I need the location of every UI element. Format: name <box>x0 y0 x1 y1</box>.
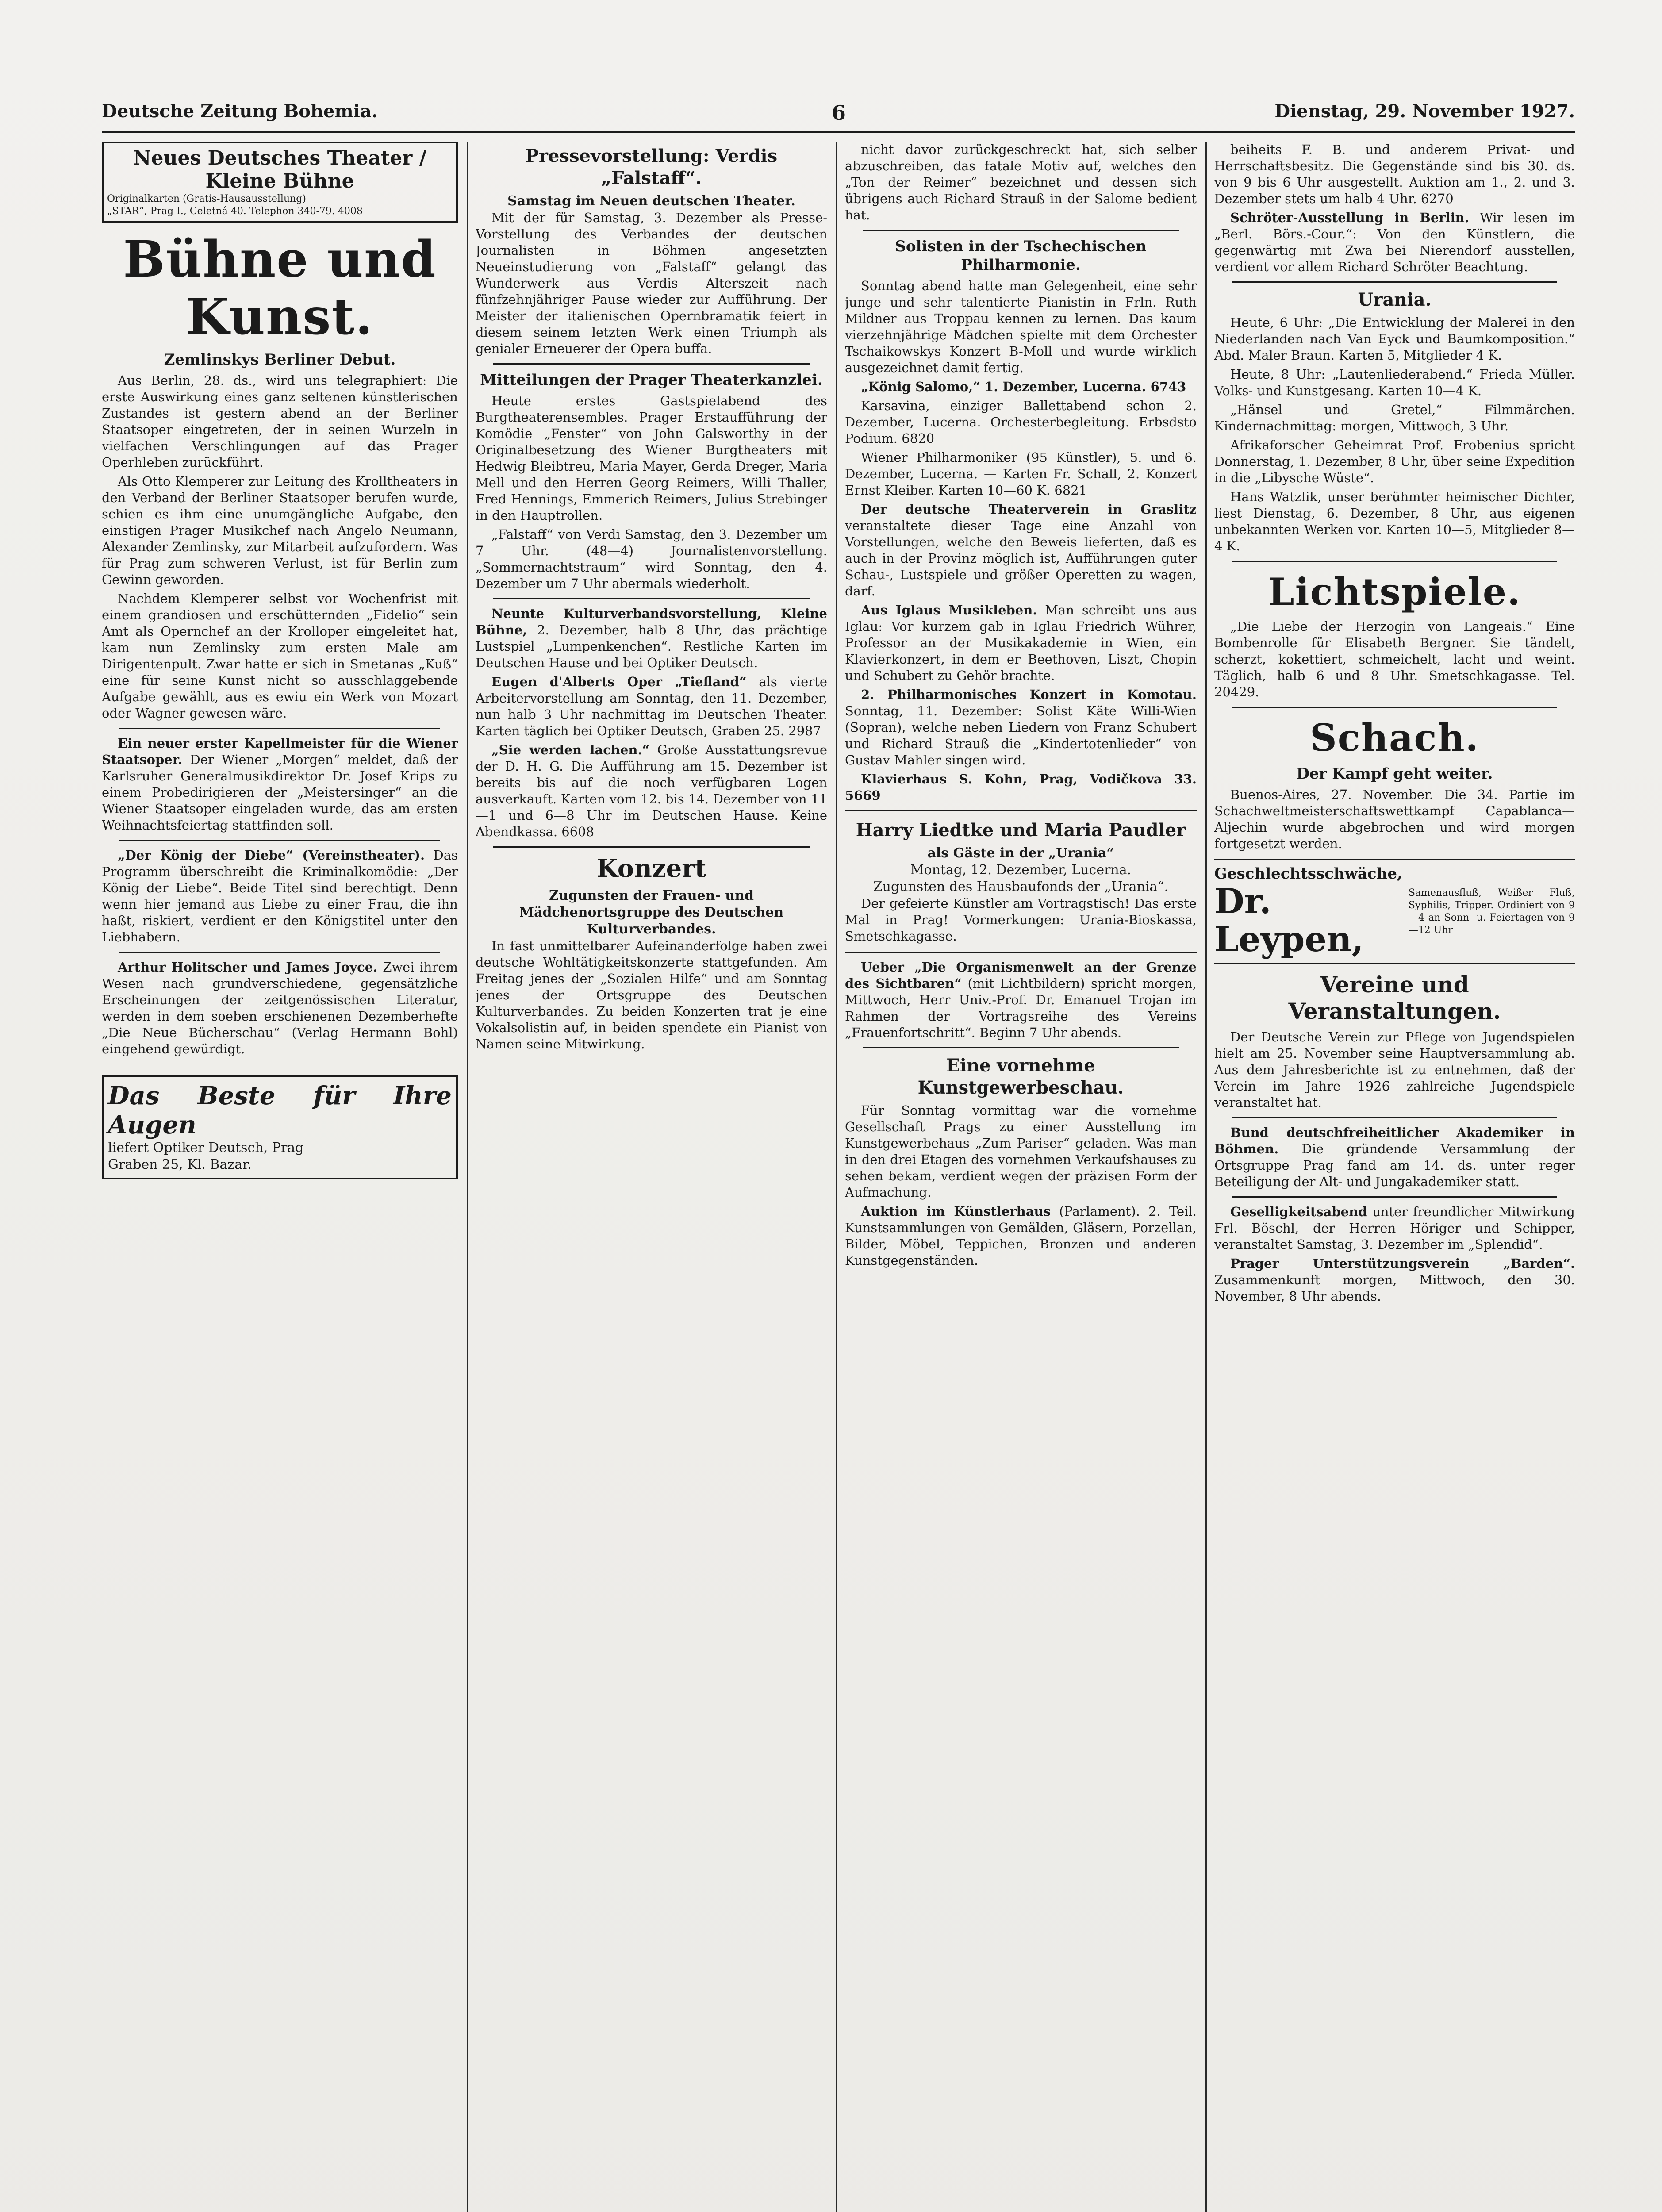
article-separator <box>493 363 810 365</box>
ad-subtitle: als Gäste in der „Urania“ <box>927 845 1114 861</box>
notice: Karsavina, einziger Ballettabend schon 2. Dezember, Lucerna. Orchesterbegleitung. Erbsdsto Podium. 6820 <box>845 398 1197 446</box>
article-text: (mit Lichtbildern) spricht morgen, Mittwoch, Herr Univ.-Prof. Dr. Emanuel Trojan im Rahmen der Vortragsreihe des Vereins „Frauenfortschritt“. Beginn 7 Uhr abends. <box>845 976 1197 1040</box>
article-text: unter freundlicher Mitwirkung Frl. Böschl, der Herren Höriger und Schipper, veranstaltet Samstag, 3. Dezember im „Splendid“. <box>1214 1204 1575 1252</box>
article-title: Solisten in der Tschechischen Philharmonie. <box>895 238 1147 274</box>
section-title: Urania. <box>1358 289 1432 310</box>
optician-ad-line: Graben 25, Kl. Bazar. <box>108 1157 252 1172</box>
column-4 <box>1214 142 1575 2212</box>
article-title: Auktion im Künstlerhaus <box>861 1204 1051 1219</box>
doctor-ad-heading: Geschlechtsschwäche, <box>1214 865 1402 883</box>
article-text: Wir lesen im „Berl. Börs.-Cour.“: Von den Künstlern, die gegenwärtig mit Zwa bei Nierendorf ausstellen, verdient vor allem Richard Schröter Beachtung. <box>1214 210 1575 274</box>
article-title: Aus Iglaus Musikleben. <box>861 603 1037 618</box>
notice: Wiener Philharmoniker (95 Künstler), 5. und 6. Dezember, Lucerna. — Karten Fr. Schall, 2. Konzert Ernst Kleiber. Karten 10—60 K. 6821 <box>845 450 1197 498</box>
notice: Klavierhaus S. Kohn, Prag, Vodičkova 33. 5669 <box>845 772 1197 803</box>
doctor-ad <box>1214 859 1575 964</box>
article-title: Arthur Holitscher und James Joyce. <box>118 960 378 975</box>
optician-ad-title: Das Beste für Ihre Augen <box>108 1081 452 1140</box>
article-text: Buenos-Aires, 27. November. Die 34. Partie im Schachweltmeisterschaftswettkampf Capablanca—Aljechin wurde abgebrochen und wird morgen fortgesetzt werden. <box>1214 787 1575 851</box>
section-title: Lichtspiele. <box>1268 570 1521 614</box>
article-title: Neunte Kulturverbandsvorstellung, Kleine Bühne, <box>476 606 827 637</box>
article-text: (Parlament). 2. Teil. Kunstsammlungen von Gemälden, Gläsern, Porzellan, Bilder, Möbel, Teppichen, Bronzen und anderen Kunstgegenständen. <box>845 1204 1197 1268</box>
article-subtitle: Zugunsten der Frauen- und Mädchenortsgruppe des Deutschen Kulturverbandes. <box>519 888 784 937</box>
section-title: Vereine und Veranstaltungen. <box>1288 972 1501 1024</box>
header-rule <box>102 131 1575 133</box>
article-text: Man schreibt uns aus Iglau: Vor kurzem gab in Iglau Friedrich Wührer, Professor an der Musikakademie in Wien, ein Klavierkonzert, in dem er Beethoven, Liszt, Chopin und Schubert zu Gehör brachte. <box>845 603 1197 683</box>
article-separator <box>493 598 810 599</box>
optician-ad-line: liefert Optiker Deutsch, Prag <box>108 1140 304 1156</box>
article-title: Der deutsche Theaterverein in Graslitz <box>861 502 1197 517</box>
column-divider <box>467 142 468 2212</box>
article-text: Sonntag, 11. Dezember: Solist Käte Willi-Wien (Sopran), welche neben Liedern von Franz Schubert und Richard Strauß die „Kindertotenlieder“ von Gustav Mahler singen wird. <box>845 703 1197 768</box>
column-3 <box>845 142 1197 2212</box>
article-text: Heute erstes Gastspielabend des Burgtheaterensembles. Prager Erstaufführung der Komödie „Fenster“ von John Galsworthy in der Originalbesetzung des Wiener Burgtheaters mit Hedwig Bleibtreu, Maria Mayer, Gerda Dreger, Maria Mell und den Herren Georg Reimers, Willi Thaller, Fred Hennings, Emmerich Reimers, Julius Strebinger in den Hauptrollen. <box>476 393 827 523</box>
issue-date: Dienstag, 29. November 1927. <box>1274 101 1575 122</box>
article-separator <box>1232 707 1557 708</box>
article-separator <box>1232 281 1557 283</box>
column-divider <box>836 142 837 2212</box>
article-text: nicht davor zurückgeschreckt hat, sich selber abzuschreiben, das fatale Motiv auf, welches den „Ton der Reimer“ bezeichnet und dessen sich übrigens auch Richard Strauß in der Salome bedient hat. <box>845 142 1197 223</box>
article-text: Das Programm überschreibt die Kriminalkomödie: „Der König der Liebe“. Beide Titel sind berechtigt. Denn wenn hier jemand aus Liebe zu einer Frau, die ihn haßt, riskiert, verdient er den Königstitel unter den Liebhabern. <box>102 848 458 945</box>
column-1 <box>102 142 458 2212</box>
page-number: 6 <box>832 101 846 125</box>
article-text: „Falstaff“ von Verdi Samstag, den 3. Dezember um 7 Uhr. (48—4) Journalistenvorstellung. „Sommernachtstraum“ wird Sonntag, den 4. Dezember um 7 Uhr abermals wiederholt. <box>476 527 827 591</box>
article-title: Pressevorstellung: Verdis „Falstaff“. <box>525 146 778 188</box>
article-text: Zusammenkunft morgen, Mittwoch, den 30. November, 8 Uhr abends. <box>1214 1272 1575 1304</box>
urania-guest-ad <box>845 810 1197 953</box>
ad-text: Zugunsten des Hausbaufonds der „Urania“. <box>873 879 1169 895</box>
ad-text: Der gefeierte Künstler am Vortragstisch! Das erste Mal in Prag! Vormerkungen: Urania-Bioskassa, Smetschkagasse. <box>845 896 1197 944</box>
article-text: Der Wiener „Morgen“ meldet, daß der Karlsruher Generalmusikdirektor Dr. Josef Krips zu einem Probedirigieren der „Meistersinger“ an die Wiener Staatsoper eingeladen wurde, das am ersten Weihnachtsfeiertag stattfinden soll. <box>102 752 458 833</box>
article-text: „Die Liebe der Herzogin von Langeais.“ Eine Bombenrolle für Elisabeth Bergner. Sie tändelt, scherzt, kokettiert, schmeichelt, lacht und weint. Täglich, halb 6 und 8 Uhr. Smetschkagasse. Tel. 20429. <box>1214 619 1575 699</box>
article-text: veranstaltete dieser Tage eine Anzahl von Vorstellungen, welche den Beweis lieferten, daß es auch in der Provinz möglich ist, Aufführungen guter Schau-, Lustspiele und größer Operetten zu wagen, darf. <box>845 518 1197 599</box>
column-2 <box>476 142 827 2212</box>
article-subtitle: Samstag im Neuen deutschen Theater. <box>507 193 795 209</box>
article-text: Die gründende Versammlung der Ortsgruppe Prag fand am 14. ds. unter reger Beteiligung der Alt- und Jungakademiker statt. <box>1214 1141 1575 1189</box>
paper-name: Deutsche Zeitung Bohemia. <box>102 101 378 122</box>
article-separator <box>119 840 440 841</box>
article-title: Prager Unterstützungsverein „Barden“. <box>1230 1256 1575 1271</box>
article-title: Bund deutschfreiheitlicher Akademiker in Böhmen. <box>1214 1125 1575 1156</box>
article-text: Mit der für Samstag, 3. Dezember als Presse-Vorstellung des Verbandes der deutschen Journalisten in Böhmen angesetzten Neueinstudierung von „Falstaff“ gelangt das Wunderwerk aus Verdis Alterszeit nach fünfzehnjähriger Pause wieder zur Aufführung. Der Meister der italienischen Opernbramatik feiert in diesem seinem letzten Werk einen Triumph als genialer Erneuerer der Opera buffa. <box>476 210 827 356</box>
theater-ad-line: Originalkarten (Gratis-Hausausstellung) <box>107 193 306 204</box>
article-text: Sonntag abend hatte man Gelegenheit, eine sehr junge und sehr talentierte Pianistin in Frln. Ruth Mildner aus Troppau kennen zu lernen. Das kaum vierzehnjährige Mädchen spielte mit dem Orchester Tschaikowskys Konzert B-Moll und wurde wirklich ausgezeichnet damit fertig. <box>845 278 1197 375</box>
section-title: Eine vornehme Kunstgewerbeschau. <box>917 1055 1124 1098</box>
article-text: Als Otto Klemperer zur Leitung des Krolltheaters in den Verband der Berliner Staatsoper berufen wurde, schien es ihm eine unumgängliche Aufgabe, den einstigen Prager Musikchef nach Angelo Neumann, Alexander Zemlinsky, zur Mitarbeit aufzufordern. Was für Prag zum schweren Verlust, ist für Berlin zum Gewinn geworden. <box>102 474 458 587</box>
article-text: beiheits F. B. und anderem Privat- und Herrschaftsbesitz. Die Gegenstände sind bis 30. ds. von 9 bis 6 Uhr ausgestellt. Auktion am 1., 2. und 3. Dezember stets um halb 4 Uhr. 6270 <box>1214 142 1575 206</box>
article-title: Schröter-Ausstellung in Berlin. <box>1230 210 1469 225</box>
optician-ad <box>102 1075 458 1179</box>
event-listing: Heute, 6 Uhr: „Die Entwicklung der Malerei in den Niederlanden nach Van Eyck und Baumkomposition.“ Abd. Maler Braun. Karten 5, Mitglieder 4 K. <box>1214 315 1575 363</box>
article-text: Große Ausstattungsrevue der D. H. G. Die Aufführung am 15. Dezember ist bereits bis auf die noch verfügbaren Logen ausverkauft. Karten vom 12. bis 14. Dezember von 11—1 und 6—8 Uhr im Deutschen Hause. Keine Abendkassa. 6608 <box>476 742 827 839</box>
article-text: Aus Berlin, 28. ds., wird uns telegraphiert: Die erste Auswirkung eines ganz seltenen künstlerischen Zustandes ist gestern abend an der Berliner Staatsoper eingetreten, der in seinen Wurzeln in vielfachen Verschlingungen auf das Prager Operhleben zurückführt. <box>102 373 458 470</box>
theater-ad-box <box>102 142 458 223</box>
section-title: Konzert <box>596 854 706 883</box>
article-text: als vierte Arbeitervorstellung am Sonntag, den 11. Dezember, nun halb 3 Uhr nachmittag im Deutschen Theater. Karten täglich bei Optiker Deutsch, Graben 25. 2987 <box>476 674 827 738</box>
article-separator <box>1232 561 1557 562</box>
page-header <box>102 101 1575 127</box>
theater-ad-line: „STAR“, Prag I., Celetná 40. Telephon 340-79. 4008 <box>107 206 363 217</box>
article-text: Für Sonntag vormittag war die vornehme Gesellschaft Prags zu einer Ausstellung im Kunstgewerbehaus „Zum Pariser“ geladen. Was man in den drei Etagen des vornehmen Verkaufshauses zu sehen bekam, verdient wegen der präzisen Form der Aufmachung. <box>845 1103 1197 1200</box>
article-title: 2. Philharmonisches Konzert in Komotau. <box>861 687 1197 702</box>
article-text: Der Deutsche Verein zur Pflege von Jugendspielen hielt am 25. November seine Hauptversammlung ab. Aus dem Jahresberichte ist zu entnehmen, daß der Verein im Jahre 1926 zahlreiche Jugendspiele veranstaltet hat. <box>1214 1029 1575 1110</box>
article-title: Zemlinskys Berliner Debut. <box>164 351 396 369</box>
article-subtitle: Der Kampf geht weiter. <box>1296 765 1493 783</box>
article-title: Mitteilungen der Prager Theaterkanzlei. <box>480 371 823 389</box>
article-separator <box>119 952 440 953</box>
event-listing: Afrikaforscher Geheimrat Prof. Frobenius spricht Donnerstag, 1. Dezember, 8 Uhr, über seine Expedition in die „Libysche Wüste“. <box>1214 438 1575 485</box>
ad-title: Harry Liedtke und Maria Paudler <box>856 820 1186 841</box>
article-text: In fast unmittelbarer Aufeinanderfolge haben zwei deutsche Wohltätigkeitskonzerte stattgefunden. Am Freitag jenes der „Sozialen Hilfe“ und am Sonntag jenes der Ortsgruppe des Deutschen Kulturverbandes. Zu beiden Konzerten trat je eine Vokalsolistin auf, in beiden spendete ein Pianist von Namen seine Mitwirkung. <box>476 938 827 1052</box>
article-separator <box>1232 1117 1557 1118</box>
event-listing: „Hänsel und Gretel,“ Filmmärchen. Kindernachmittag: morgen, Mittwoch, 3 Uhr. <box>1214 402 1575 434</box>
doctor-ad-name: Dr. Leypen, <box>1214 881 1364 960</box>
section-title: Bühne und Kunst. <box>123 230 437 346</box>
article-text: Zwei ihrem Wesen nach grundverschiedene, gegensätzliche Erscheinungen der zeitgenössischen Literatur, werden in dem soeben erschienenen Dezemberhefte „Die Neue Bücherschau“ (Verlag Hermann Bohl) eingehend gewürdigt. <box>102 960 458 1056</box>
article-separator <box>1232 1196 1557 1198</box>
event-listing: Hans Watzlik, unser berühmter heimischer Dichter, liest Dienstag, 6. Dezember, 8 Uhr, aus eigenen unbekannten Werken vor. Karten 10—5, Mitglieder 8—4 K. <box>1214 489 1575 553</box>
column-divider <box>1205 142 1207 2212</box>
section-title: Schach. <box>1310 716 1479 760</box>
article-separator <box>119 728 440 729</box>
doctor-ad-details: Samenausfluß, Weißer Fluß, Syphilis, Tripper. Ordiniert von 9—4 an Sonn- u. Feiertagen von 9—12 Uhr <box>1408 887 1575 936</box>
article-title: Ein neuer erster Kapellmeister für die Wiener Staatsoper. <box>102 736 458 767</box>
article-title: Eugen d'Alberts Oper „Tiefland“ <box>491 674 747 689</box>
article-title: Ueber „Die Organismenwelt an der Grenze des Sichtbaren“ <box>845 960 1197 991</box>
article-separator <box>863 230 1179 231</box>
ad-date: Montag, 12. Dezember, Lucerna. <box>910 862 1132 878</box>
event-listing: Heute, 8 Uhr: „Lautenliederabend.“ Frieda Müller. Volks- und Kunstgesang. Karten 10—4 K. <box>1214 367 1575 398</box>
article-text: 2. Dezember, halb 8 Uhr, das prächtige Lustspiel „Lumpenkenchen“. Restliche Karten im Deutschen Hause und bei Optiker Deutsch. <box>476 622 827 670</box>
article-title: Geselligkeitsabend <box>1230 1204 1367 1219</box>
article-text: Nachdem Klemperer selbst vor Wochenfrist mit einem grandiosen und erschütternden „Fidelio“ sein Amt als Opernchef an der Krolloper eingeleitet hat, kam nun Zemlinsky zum ersten Male am Dirigentenpult. Zwar hatte er sich in Smetanas „Kuß“ eine für seine Kunst nicht so ausschlaggebende Aufgabe gewählt, aus es ewiu ein Werk von Mozart oder Wagner gewesen wäre. <box>102 591 458 721</box>
article-title: „Der König der Diebe“ (Vereinstheater). <box>118 848 425 863</box>
notice: „König Salomo,“ 1. Dezember, Lucerna. 6743 <box>861 379 1186 394</box>
theater-ad-title: Neues Deutsches Theater / Kleine Bühne <box>133 147 426 192</box>
article-separator <box>493 846 810 848</box>
article-separator <box>863 1047 1179 1048</box>
article-title: „Sie werden lachen.“ <box>491 742 650 757</box>
